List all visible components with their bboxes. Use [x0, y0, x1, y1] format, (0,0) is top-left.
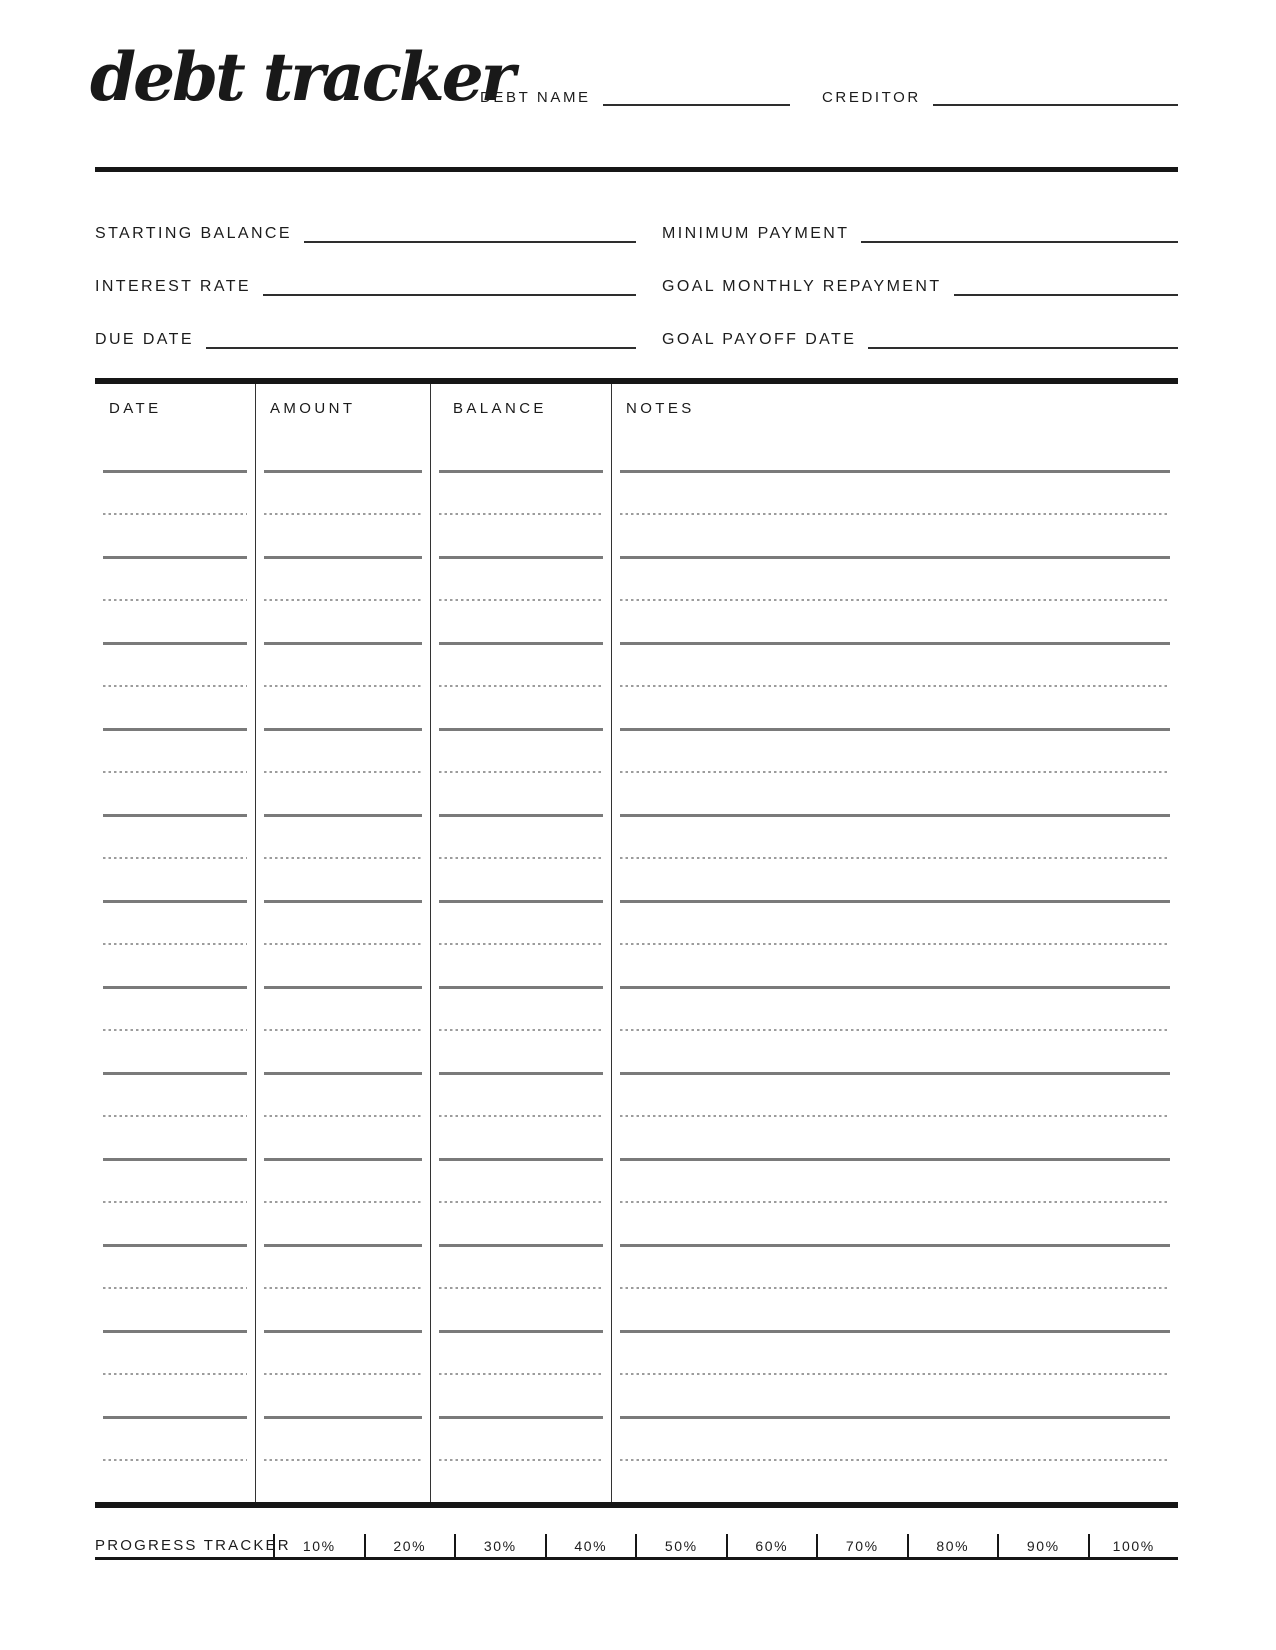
table-row[interactable] [620, 1158, 1170, 1244]
row-dashed-midline [264, 1459, 422, 1461]
progress-step-40[interactable]: 40% [545, 1534, 636, 1557]
summary-section [95, 192, 1178, 351]
table-row[interactable] [264, 1416, 422, 1502]
table-row[interactable] [103, 1072, 247, 1158]
table-row[interactable] [620, 642, 1170, 728]
progress-tracker-label: PROGRESS TRACKER [95, 1537, 291, 1554]
table-row[interactable] [264, 986, 422, 1072]
date-column-rows [95, 470, 255, 1502]
table-row[interactable] [439, 1244, 603, 1330]
table-row[interactable] [103, 556, 247, 642]
row-dashed-midline [103, 1029, 247, 1031]
debt-name-label: DEBT NAME [480, 89, 591, 106]
header-divider-rule [95, 167, 1178, 172]
progress-step-60[interactable]: 60% [726, 1534, 817, 1557]
table-row[interactable] [264, 556, 422, 642]
row-dashed-midline [439, 1287, 603, 1289]
row-dashed-midline [103, 943, 247, 945]
row-dashed-midline [620, 1029, 1170, 1031]
row-dashed-midline [439, 599, 603, 601]
table-row[interactable] [264, 470, 422, 556]
creditor-label: CREDITOR [822, 89, 921, 106]
table-row[interactable] [264, 728, 422, 814]
row-dashed-midline [264, 685, 422, 687]
table-row[interactable] [620, 814, 1170, 900]
row-dashed-midline [620, 1459, 1170, 1461]
minimum-payment-label: MINIMUM PAYMENT [662, 225, 850, 242]
progress-step-50[interactable]: 50% [635, 1534, 726, 1557]
table-row[interactable] [439, 470, 603, 556]
row-dashed-midline [439, 943, 603, 945]
debt-name-row [480, 84, 790, 108]
notes-column-header: NOTES [626, 400, 695, 417]
amount-column-header: AMOUNT [270, 400, 356, 417]
table-row[interactable] [620, 900, 1170, 986]
row-dashed-midline [264, 599, 422, 601]
row-dashed-midline [264, 1373, 422, 1375]
goal-payoff-date-row [662, 298, 1178, 351]
page-title: debt tracker [90, 38, 513, 116]
table-row[interactable] [620, 470, 1170, 556]
table-row[interactable] [439, 728, 603, 814]
progress-tracker [95, 1534, 1178, 1560]
starting-balance-row [95, 192, 636, 245]
table-row[interactable] [439, 1416, 603, 1502]
balance-column-rows [431, 470, 611, 1502]
balance-column-header: BALANCE [453, 400, 547, 417]
table-column-date [95, 384, 256, 1502]
row-dashed-midline [439, 857, 603, 859]
row-dashed-midline [103, 1115, 247, 1117]
table-row[interactable] [620, 1330, 1170, 1416]
table-row[interactable] [103, 1244, 247, 1330]
progress-step-80[interactable]: 80% [907, 1534, 998, 1557]
row-dashed-midline [103, 599, 247, 601]
table-row[interactable] [103, 1330, 247, 1416]
date-column-header: DATE [109, 400, 162, 417]
debt-name-field[interactable] [603, 92, 790, 106]
starting-balance-field[interactable] [304, 229, 636, 243]
row-dashed-midline [439, 513, 603, 515]
progress-step-30[interactable]: 30% [454, 1534, 545, 1557]
table-column-notes [612, 384, 1178, 1502]
amount-column-rows [256, 470, 430, 1502]
table-row[interactable] [103, 1158, 247, 1244]
table-row[interactable] [264, 1330, 422, 1416]
table-row[interactable] [439, 1330, 603, 1416]
table-row[interactable] [264, 814, 422, 900]
table-row[interactable] [103, 900, 247, 986]
table-row[interactable] [103, 1416, 247, 1502]
row-dashed-midline [264, 1115, 422, 1117]
row-dashed-midline [439, 1115, 603, 1117]
interest-rate-row [95, 245, 636, 298]
row-dashed-midline [103, 685, 247, 687]
summary-left-column [95, 192, 636, 351]
table-row[interactable] [620, 1072, 1170, 1158]
row-dashed-midline [620, 1115, 1170, 1117]
interest-rate-field[interactable] [263, 282, 636, 296]
table-row[interactable] [620, 1416, 1170, 1502]
table-row[interactable] [439, 556, 603, 642]
row-dashed-midline [439, 1029, 603, 1031]
notes-column-rows [612, 470, 1178, 1502]
goal-monthly-repayment-label: GOAL MONTHLY REPAYMENT [662, 278, 942, 295]
row-dashed-midline [620, 771, 1170, 773]
goal-monthly-repayment-field[interactable] [954, 282, 1178, 296]
due-date-label: DUE DATE [95, 331, 194, 348]
row-dashed-midline [103, 1201, 247, 1203]
row-dashed-midline [264, 1029, 422, 1031]
table-row[interactable] [620, 556, 1170, 642]
goal-monthly-repayment-row [662, 245, 1178, 298]
row-dashed-midline [103, 771, 247, 773]
row-dashed-midline [264, 1287, 422, 1289]
row-dashed-midline [103, 513, 247, 515]
row-dashed-midline [620, 1373, 1170, 1375]
row-dashed-midline [264, 771, 422, 773]
table-row[interactable] [439, 814, 603, 900]
table-row[interactable] [264, 1158, 422, 1244]
progress-step-20[interactable]: 20% [364, 1534, 455, 1557]
table-row[interactable] [264, 1244, 422, 1330]
row-dashed-midline [264, 943, 422, 945]
table-row[interactable] [264, 642, 422, 728]
interest-rate-label: INTEREST RATE [95, 278, 251, 295]
row-dashed-midline [103, 857, 247, 859]
creditor-field[interactable] [933, 92, 1178, 106]
row-dashed-midline [264, 857, 422, 859]
progress-step-70[interactable]: 70% [816, 1534, 907, 1557]
table-row[interactable] [103, 642, 247, 728]
table-row[interactable] [103, 814, 247, 900]
row-dashed-midline [439, 1201, 603, 1203]
table-column-balance [431, 384, 612, 1502]
table-row[interactable] [439, 1072, 603, 1158]
summary-right-column [662, 192, 1178, 351]
table-row[interactable] [264, 900, 422, 986]
table-row[interactable] [439, 1158, 603, 1244]
row-dashed-midline [439, 1459, 603, 1461]
goal-payoff-date-field[interactable] [868, 335, 1178, 349]
starting-balance-label: STARTING BALANCE [95, 225, 292, 242]
table-row[interactable] [620, 1244, 1170, 1330]
table-row[interactable] [439, 986, 603, 1072]
table-row[interactable] [439, 642, 603, 728]
payments-table [95, 378, 1178, 1508]
row-dashed-midline [439, 1373, 603, 1375]
row-dashed-midline [620, 1201, 1170, 1203]
row-dashed-midline [620, 685, 1170, 687]
progress-step-90[interactable]: 90% [997, 1534, 1088, 1557]
row-dashed-midline [620, 857, 1170, 859]
due-date-row [95, 298, 636, 351]
row-dashed-midline [264, 513, 422, 515]
row-dashed-midline [620, 599, 1170, 601]
table-row[interactable] [439, 900, 603, 986]
progress-step-100[interactable]: 100% [1088, 1534, 1179, 1557]
table-column-amount [256, 384, 431, 1502]
minimum-payment-row [662, 192, 1178, 245]
table-row[interactable] [264, 1072, 422, 1158]
row-dashed-midline [620, 513, 1170, 515]
row-dashed-midline [103, 1459, 247, 1461]
table-row[interactable] [620, 728, 1170, 814]
row-dashed-midline [103, 1373, 247, 1375]
table-row[interactable] [103, 986, 247, 1072]
row-dashed-midline [439, 685, 603, 687]
table-row[interactable] [103, 470, 247, 556]
row-dashed-midline [264, 1201, 422, 1203]
table-row[interactable] [103, 728, 247, 814]
row-dashed-midline [620, 1287, 1170, 1289]
due-date-field[interactable] [206, 335, 636, 349]
table-row[interactable] [620, 986, 1170, 1072]
progress-step-10[interactable]: 10% [273, 1534, 364, 1557]
row-dashed-midline [439, 771, 603, 773]
row-dashed-midline [103, 1287, 247, 1289]
minimum-payment-field[interactable] [861, 229, 1178, 243]
creditor-row [822, 84, 1178, 108]
row-dashed-midline [620, 943, 1170, 945]
goal-payoff-date-label: GOAL PAYOFF DATE [662, 331, 857, 348]
